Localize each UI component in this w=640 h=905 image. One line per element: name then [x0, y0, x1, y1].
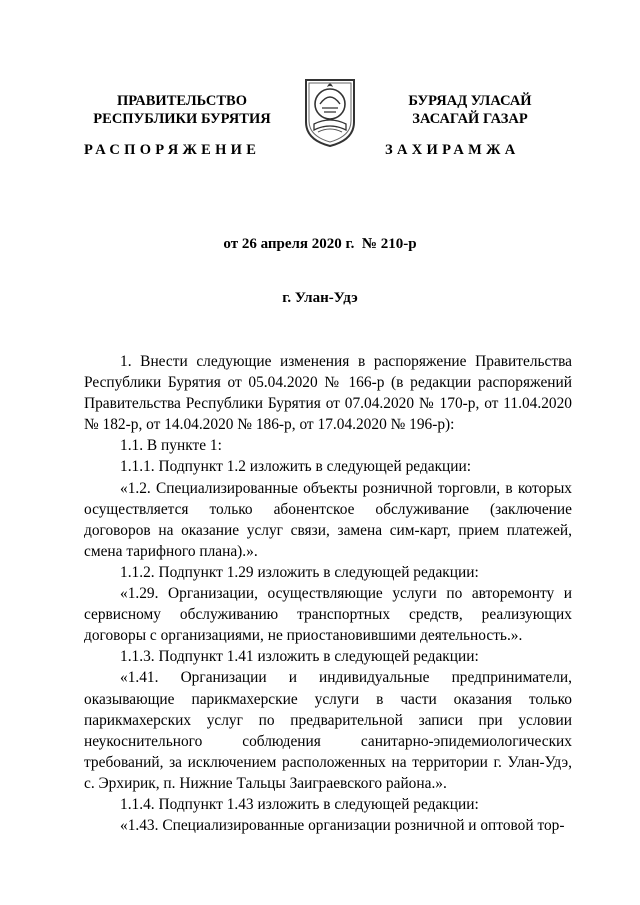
paragraph: «1.2. Специализированные объекты розничной торговли, в которых осуществляется только абонентское обслуживание (заключение договоров на оказание услуг связи, замена сим-карт, прием платежей, смена тарифного плана).». [84, 479, 572, 560]
header-left-line1: ПРАВИТЕЛЬСТВО [117, 93, 247, 109]
header-right-line1: БУРЯАД УЛАСАЙ [408, 93, 532, 109]
document-date-line [0, 236, 640, 253]
paragraph: 1. Внести следующие изменения в распоряжение Правительства Республики Бурятия от 05.04.2020 № 166-р (в редакции распоряжений Правительства Республики Бурятия от 07.04.2020 № 170-р, от 11.04.2020 № 182-р, от 14.04.2020 № 186-р, от 17.04.2020 № 196-р): [84, 353, 572, 434]
paragraph: 1.1.4. Подпункт 1.43 изложить в следующей редакции: [120, 795, 479, 813]
document-number: № 210-р [361, 236, 417, 252]
document-date: от 26 апреля 2020 г. [223, 236, 355, 252]
paragraph: «1.29. Организации, осуществляющие услуги по авторемонту и сервисному обслуживанию транспортных средств, реализующих договоры с организациями, не приостановившими деятельность.». [84, 585, 572, 645]
paragraph: 1.1.2. Подпункт 1.29 изложить в следующей редакции: [120, 563, 479, 581]
header-left-line2: РЕСПУБЛИКИ БУРЯТИЯ [93, 111, 271, 127]
government-header-right [372, 92, 568, 128]
paragraph: 1.1.3. Подпункт 1.41 изложить в следующей редакции: [120, 648, 479, 666]
government-header-left [82, 92, 282, 128]
document-body [84, 351, 572, 836]
order-title-right: ЗАХИРАМЖА [385, 142, 520, 158]
buryatia-coat-of-arms-icon [300, 74, 360, 150]
paragraph: 1.1.1. Подпункт 1.2 изложить в следующей редакции: [120, 458, 472, 476]
paragraph: «1.41. Организации и индивидуальные предприниматели, оказывающие парикмахерские услуги в части оказания только парикмахерских услуг по предварительной записи при условии неукоснительного соблюдения санитарно-эпидемиологических требований, за исключением расположенных на территории г. Улан-Удэ, с. Эрхирик, п. Нижние Тальцы Заиграевского района.». [84, 669, 572, 792]
document-city: г. Улан-Удэ [282, 290, 358, 306]
paragraph: 1.1. В пункте 1: [120, 437, 222, 455]
header-right-line2: ЗАСАГАЙ ГАЗАР [412, 111, 528, 127]
paragraph: «1.43. Специализированные организации розничной и оптовой тор- [120, 817, 565, 835]
order-title-left: РАСПОРЯЖЕНИЕ [84, 142, 261, 158]
